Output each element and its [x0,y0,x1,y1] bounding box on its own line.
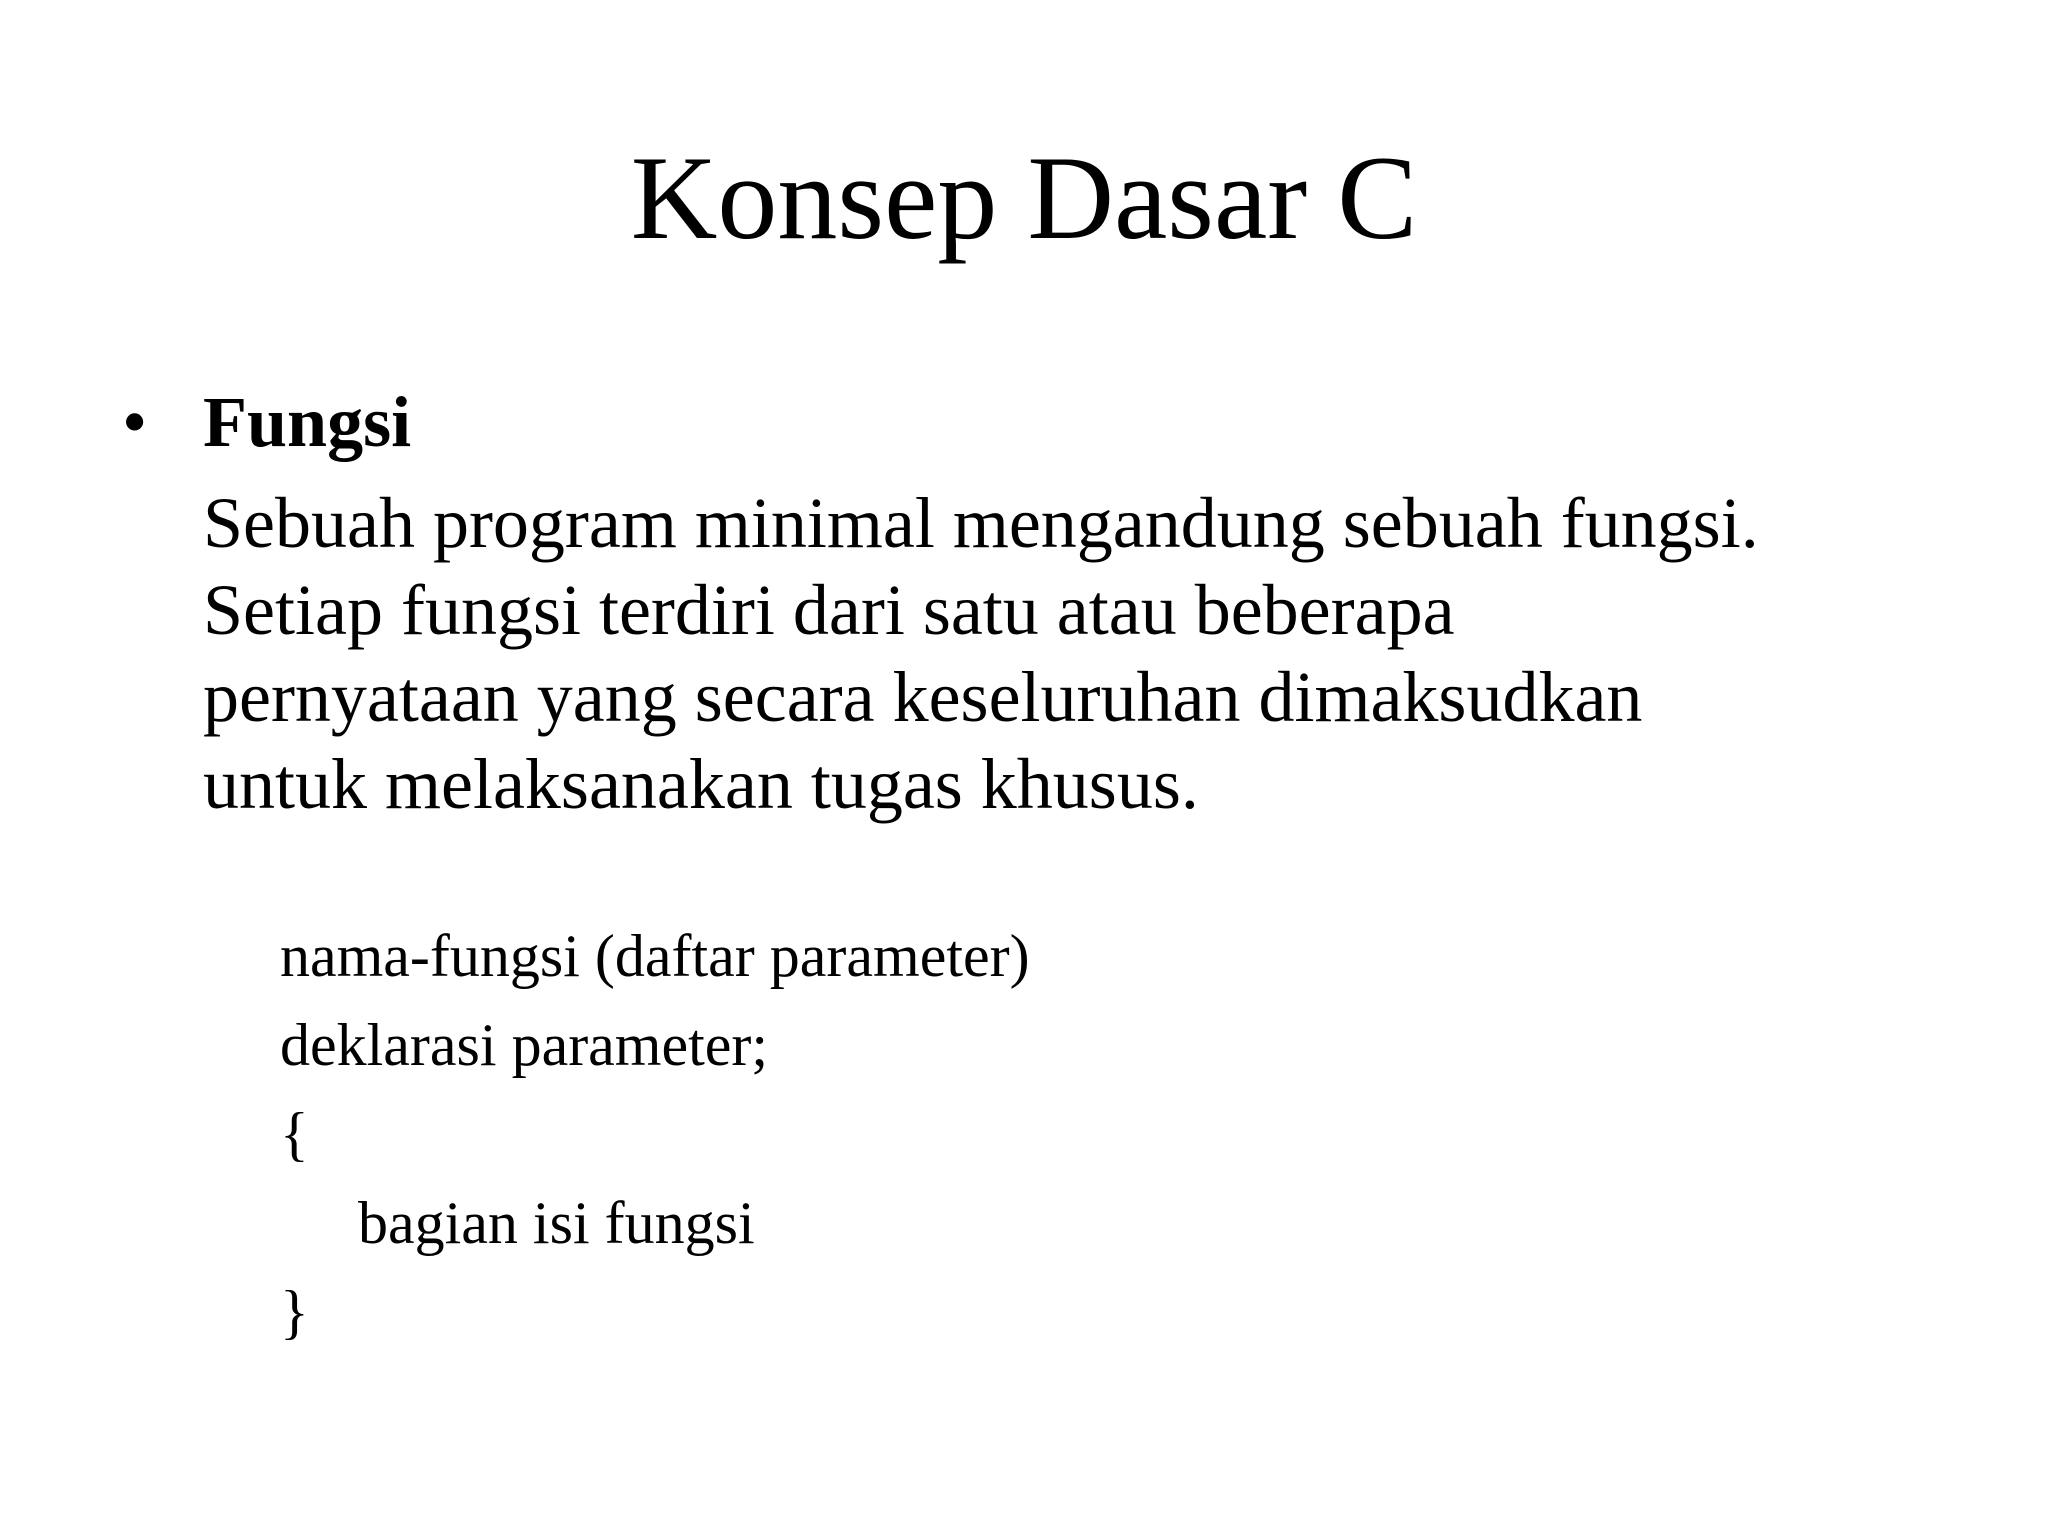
description-paragraph [203,480,2003,828]
paragraph-line: Sebuah program minimal mengandung sebuah fungsi. [203,483,1759,563]
function-syntax-block [280,912,1030,1357]
paragraph-line: pernyataan yang secara keseluruhan dimaksudkan [203,657,1643,737]
code-line-declaration: deklarasi parameter; [280,1012,769,1078]
code-line-close-brace: } [280,1279,309,1345]
code-line-signature: nama-fungsi (daftar parameter) [280,923,1030,989]
bullet-heading: Fungsi [203,382,412,462]
bullet-icon: • [122,382,148,462]
paragraph-line: untuk melaksanakan tugas khusus. [203,744,1199,824]
code-line-open-brace: { [280,1101,309,1167]
paragraph-line: Setiap fungsi terdiri dari satu atau beberapa [203,570,1455,650]
slide-title: Konsep Dasar C [630,131,1418,264]
code-line-body: bagian isi fungsi [358,1190,755,1256]
